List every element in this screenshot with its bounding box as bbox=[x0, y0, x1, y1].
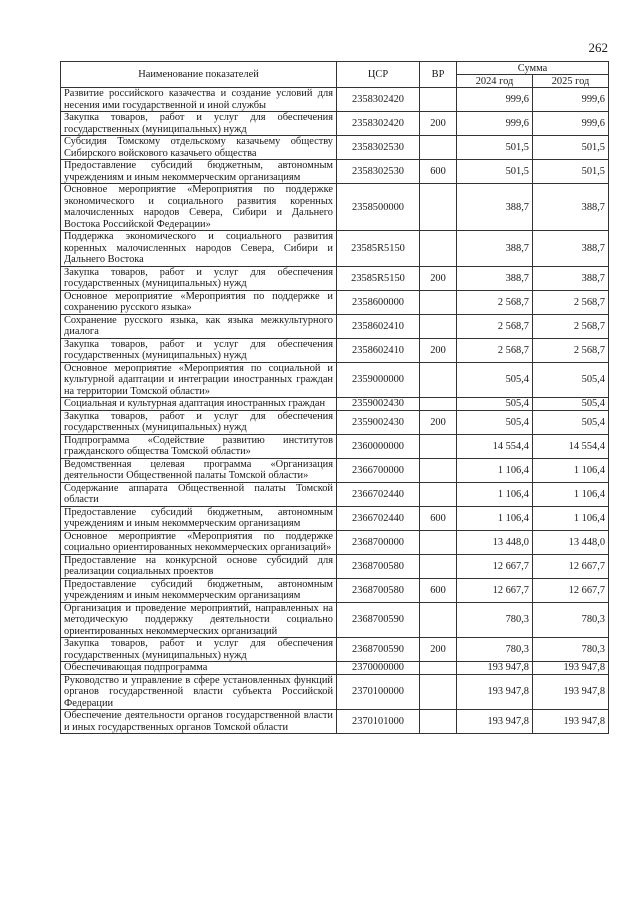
table-row bbox=[61, 231, 609, 267]
indicator-name-cell: Обеспечивающая подпрограмма bbox=[61, 662, 337, 675]
vr-code-cell: 200 bbox=[420, 266, 457, 290]
vr-code-cell bbox=[420, 434, 457, 458]
vr-code-cell bbox=[420, 458, 457, 482]
vr-code-cell bbox=[420, 602, 457, 638]
amount-2024-cell: 388,7 bbox=[457, 231, 533, 267]
amount-2024-cell: 12 667,7 bbox=[457, 554, 533, 578]
vr-code-cell bbox=[420, 554, 457, 578]
amount-2024-cell: 501,5 bbox=[457, 136, 533, 160]
amount-2025-cell: 2 568,7 bbox=[533, 290, 609, 314]
indicator-name-cell: Обеспечение деятельности органов государственной власти и иных государственных органов Томской области bbox=[61, 710, 337, 734]
csr-code-cell: 2358600000 bbox=[337, 290, 420, 314]
vr-code-cell bbox=[420, 710, 457, 734]
header-vr: ВР bbox=[420, 62, 457, 88]
csr-code-cell: 2358302420 bbox=[337, 112, 420, 136]
indicator-name-cell: Основное мероприятие «Мероприятия по социальной и культурной адаптации и интеграции иностранных граждан на территории Томской области» bbox=[61, 362, 337, 398]
table-row bbox=[61, 160, 609, 184]
vr-code-cell: 200 bbox=[420, 638, 457, 662]
indicator-name-cell: Закупка товаров, работ и услуг для обеспечения государственных (муниципальных) нужд bbox=[61, 266, 337, 290]
table-row bbox=[61, 290, 609, 314]
indicator-name-cell: Закупка товаров, работ и услуг для обеспечения государственных (муниципальных) нужд bbox=[61, 410, 337, 434]
csr-code-cell: 2366702440 bbox=[337, 506, 420, 530]
amount-2024-cell: 2 568,7 bbox=[457, 314, 533, 338]
amount-2024-cell: 193 947,8 bbox=[457, 710, 533, 734]
amount-2024-cell: 14 554,4 bbox=[457, 434, 533, 458]
csr-code-cell: 2370101000 bbox=[337, 710, 420, 734]
indicator-name-cell: Подпрограмма «Содействие развитию институтов гражданского общества Томской области» bbox=[61, 434, 337, 458]
header-name: Наименование показателей bbox=[61, 62, 337, 88]
vr-code-cell: 600 bbox=[420, 578, 457, 602]
csr-code-cell: 2370100000 bbox=[337, 674, 420, 710]
vr-code-cell bbox=[420, 398, 457, 411]
header-year-2024: 2024 год bbox=[457, 75, 533, 88]
amount-2024-cell: 13 448,0 bbox=[457, 530, 533, 554]
table-row bbox=[61, 578, 609, 602]
csr-code-cell: 2368700000 bbox=[337, 530, 420, 554]
indicator-name-cell: Закупка товаров, работ и услуг для обеспечения государственных (муниципальных) нужд bbox=[61, 112, 337, 136]
amount-2025-cell: 193 947,8 bbox=[533, 662, 609, 675]
amount-2024-cell: 193 947,8 bbox=[457, 662, 533, 675]
amount-2024-cell: 2 568,7 bbox=[457, 290, 533, 314]
indicator-name-cell: Руководство и управление в сфере установленных функций органов государственной власти субъекта Российской Федерации bbox=[61, 674, 337, 710]
indicator-name-cell: Содержание аппарата Общественной палаты Томской области bbox=[61, 482, 337, 506]
indicator-name-cell: Закупка товаров, работ и услуг для обеспечения государственных (муниципальных) нужд bbox=[61, 638, 337, 662]
vr-code-cell: 200 bbox=[420, 410, 457, 434]
amount-2024-cell: 2 568,7 bbox=[457, 338, 533, 362]
vr-code-cell bbox=[420, 530, 457, 554]
amount-2024-cell: 193 947,8 bbox=[457, 674, 533, 710]
indicator-name-cell: Ведомственная целевая программа «Организация деятельности Общественной палаты Томской области» bbox=[61, 458, 337, 482]
indicator-name-cell: Закупка товаров, работ и услуг для обеспечения государственных (муниципальных) нужд bbox=[61, 338, 337, 362]
table-row bbox=[61, 112, 609, 136]
csr-code-cell: 2366702440 bbox=[337, 482, 420, 506]
table-row bbox=[61, 314, 609, 338]
amount-2024-cell: 780,3 bbox=[457, 638, 533, 662]
table-row bbox=[61, 434, 609, 458]
indicator-name-cell: Основное мероприятие «Мероприятия по поддержке и сохранению русского языка» bbox=[61, 290, 337, 314]
vr-code-cell: 200 bbox=[420, 112, 457, 136]
vr-code-cell bbox=[420, 290, 457, 314]
indicator-name-cell: Предоставление субсидий бюджетным, автономным учреждениям и иным некоммерческим организациям bbox=[61, 578, 337, 602]
amount-2024-cell: 388,7 bbox=[457, 184, 533, 231]
csr-code-cell: 2359002430 bbox=[337, 398, 420, 411]
amount-2024-cell: 388,7 bbox=[457, 266, 533, 290]
csr-code-cell: 2358602410 bbox=[337, 314, 420, 338]
indicator-name-cell: Развитие российского казачества и создание условий для несения ими государственной и иной службы bbox=[61, 88, 337, 112]
vr-code-cell bbox=[420, 362, 457, 398]
vr-code-cell bbox=[420, 88, 457, 112]
amount-2025-cell: 999,6 bbox=[533, 112, 609, 136]
amount-2025-cell: 193 947,8 bbox=[533, 710, 609, 734]
table-row bbox=[61, 482, 609, 506]
amount-2025-cell: 1 106,4 bbox=[533, 458, 609, 482]
amount-2025-cell: 388,7 bbox=[533, 266, 609, 290]
vr-code-cell: 600 bbox=[420, 160, 457, 184]
amount-2025-cell: 780,3 bbox=[533, 638, 609, 662]
amount-2025-cell: 13 448,0 bbox=[533, 530, 609, 554]
amount-2025-cell: 388,7 bbox=[533, 231, 609, 267]
amount-2024-cell: 1 106,4 bbox=[457, 482, 533, 506]
vr-code-cell bbox=[420, 231, 457, 267]
csr-code-cell: 2368700590 bbox=[337, 638, 420, 662]
indicator-name-cell: Сохранение русского языка, как языка межкультурного диалога bbox=[61, 314, 337, 338]
csr-code-cell: 2358302420 bbox=[337, 88, 420, 112]
table-row bbox=[61, 710, 609, 734]
amount-2025-cell: 193 947,8 bbox=[533, 674, 609, 710]
table-header bbox=[61, 62, 609, 88]
amount-2024-cell: 505,4 bbox=[457, 362, 533, 398]
amount-2024-cell: 1 106,4 bbox=[457, 458, 533, 482]
vr-code-cell bbox=[420, 136, 457, 160]
amount-2025-cell: 14 554,4 bbox=[533, 434, 609, 458]
amount-2025-cell: 780,3 bbox=[533, 602, 609, 638]
csr-code-cell: 2368700580 bbox=[337, 554, 420, 578]
vr-code-cell bbox=[420, 184, 457, 231]
page-number: 262 bbox=[588, 40, 608, 55]
table-row bbox=[61, 506, 609, 530]
vr-code-cell bbox=[420, 482, 457, 506]
table-row bbox=[61, 398, 609, 411]
amount-2025-cell: 505,4 bbox=[533, 398, 609, 411]
indicator-name-cell: Предоставление на конкурсной основе субсидий для реализации социальных проектов bbox=[61, 554, 337, 578]
amount-2025-cell: 12 667,7 bbox=[533, 578, 609, 602]
table-row bbox=[61, 662, 609, 675]
vr-code-cell bbox=[420, 662, 457, 675]
indicator-name-cell: Основное мероприятие «Мероприятия по поддержке экономического и социального развития коренных малочисленных народов Севера, Сибири и Дальнего Востока Российской Федерации» bbox=[61, 184, 337, 231]
amount-2024-cell: 999,6 bbox=[457, 112, 533, 136]
table-row bbox=[61, 338, 609, 362]
amount-2024-cell: 12 667,7 bbox=[457, 578, 533, 602]
amount-2024-cell: 1 106,4 bbox=[457, 506, 533, 530]
table-row bbox=[61, 88, 609, 112]
amount-2025-cell: 501,5 bbox=[533, 160, 609, 184]
amount-2025-cell: 2 568,7 bbox=[533, 314, 609, 338]
header-code: ЦСР bbox=[337, 62, 420, 88]
table-body bbox=[61, 88, 609, 734]
amount-2025-cell: 388,7 bbox=[533, 184, 609, 231]
amount-2024-cell: 780,3 bbox=[457, 602, 533, 638]
amount-2024-cell: 505,4 bbox=[457, 410, 533, 434]
table-row bbox=[61, 458, 609, 482]
amount-2025-cell: 2 568,7 bbox=[533, 338, 609, 362]
table-row bbox=[61, 136, 609, 160]
csr-code-cell: 23585R5150 bbox=[337, 266, 420, 290]
csr-code-cell: 2368700580 bbox=[337, 578, 420, 602]
table-row bbox=[61, 602, 609, 638]
table-row bbox=[61, 410, 609, 434]
csr-code-cell: 2360000000 bbox=[337, 434, 420, 458]
csr-code-cell: 2358302530 bbox=[337, 136, 420, 160]
amount-2025-cell: 999,6 bbox=[533, 88, 609, 112]
amount-2025-cell: 505,4 bbox=[533, 362, 609, 398]
amount-2024-cell: 501,5 bbox=[457, 160, 533, 184]
csr-code-cell: 2368700590 bbox=[337, 602, 420, 638]
csr-code-cell: 2358302530 bbox=[337, 160, 420, 184]
table-row bbox=[61, 266, 609, 290]
csr-code-cell: 2366700000 bbox=[337, 458, 420, 482]
csr-code-cell: 2358500000 bbox=[337, 184, 420, 231]
table-row bbox=[61, 362, 609, 398]
indicator-name-cell: Субсидия Томскому отдельскому казачьему обществу Сибирского войскового казачьего общества bbox=[61, 136, 337, 160]
amount-2024-cell: 999,6 bbox=[457, 88, 533, 112]
table-row bbox=[61, 554, 609, 578]
amount-2025-cell: 505,4 bbox=[533, 410, 609, 434]
indicator-name-cell: Социальная и культурная адаптация иностранных граждан bbox=[61, 398, 337, 411]
table-row bbox=[61, 674, 609, 710]
amount-2025-cell: 12 667,7 bbox=[533, 554, 609, 578]
indicator-name-cell: Предоставление субсидий бюджетным, автономным учреждениям и иным некоммерческим организациям bbox=[61, 160, 337, 184]
indicator-name-cell: Организация и проведение мероприятий, направленных на методическую поддержку деятельности социально ориентированных некоммерческих организаций bbox=[61, 602, 337, 638]
table-row bbox=[61, 530, 609, 554]
indicator-name-cell: Основное мероприятие «Мероприятия по поддержке социально ориентированных некоммерческих организаций» bbox=[61, 530, 337, 554]
vr-code-cell bbox=[420, 674, 457, 710]
vr-code-cell: 200 bbox=[420, 338, 457, 362]
csr-code-cell: 2358602410 bbox=[337, 338, 420, 362]
indicator-name-cell: Предоставление субсидий бюджетным, автономным учреждениям и иным некоммерческим организациям bbox=[61, 506, 337, 530]
table-row bbox=[61, 638, 609, 662]
csr-code-cell: 2359002430 bbox=[337, 410, 420, 434]
csr-code-cell: 2359000000 bbox=[337, 362, 420, 398]
amount-2024-cell: 505,4 bbox=[457, 398, 533, 411]
header-year-2025: 2025 год bbox=[533, 75, 609, 88]
vr-code-cell bbox=[420, 314, 457, 338]
amount-2025-cell: 1 106,4 bbox=[533, 482, 609, 506]
table-row bbox=[61, 184, 609, 231]
indicator-name-cell: Поддержка экономического и социального развития коренных малочисленных народов Севера, Сибири и Дальнего Востока bbox=[61, 231, 337, 267]
budget-table bbox=[60, 61, 609, 734]
amount-2025-cell: 1 106,4 bbox=[533, 506, 609, 530]
csr-code-cell: 2370000000 bbox=[337, 662, 420, 675]
vr-code-cell: 600 bbox=[420, 506, 457, 530]
header-sum: Сумма bbox=[457, 62, 609, 75]
csr-code-cell: 23585R5150 bbox=[337, 231, 420, 267]
amount-2025-cell: 501,5 bbox=[533, 136, 609, 160]
